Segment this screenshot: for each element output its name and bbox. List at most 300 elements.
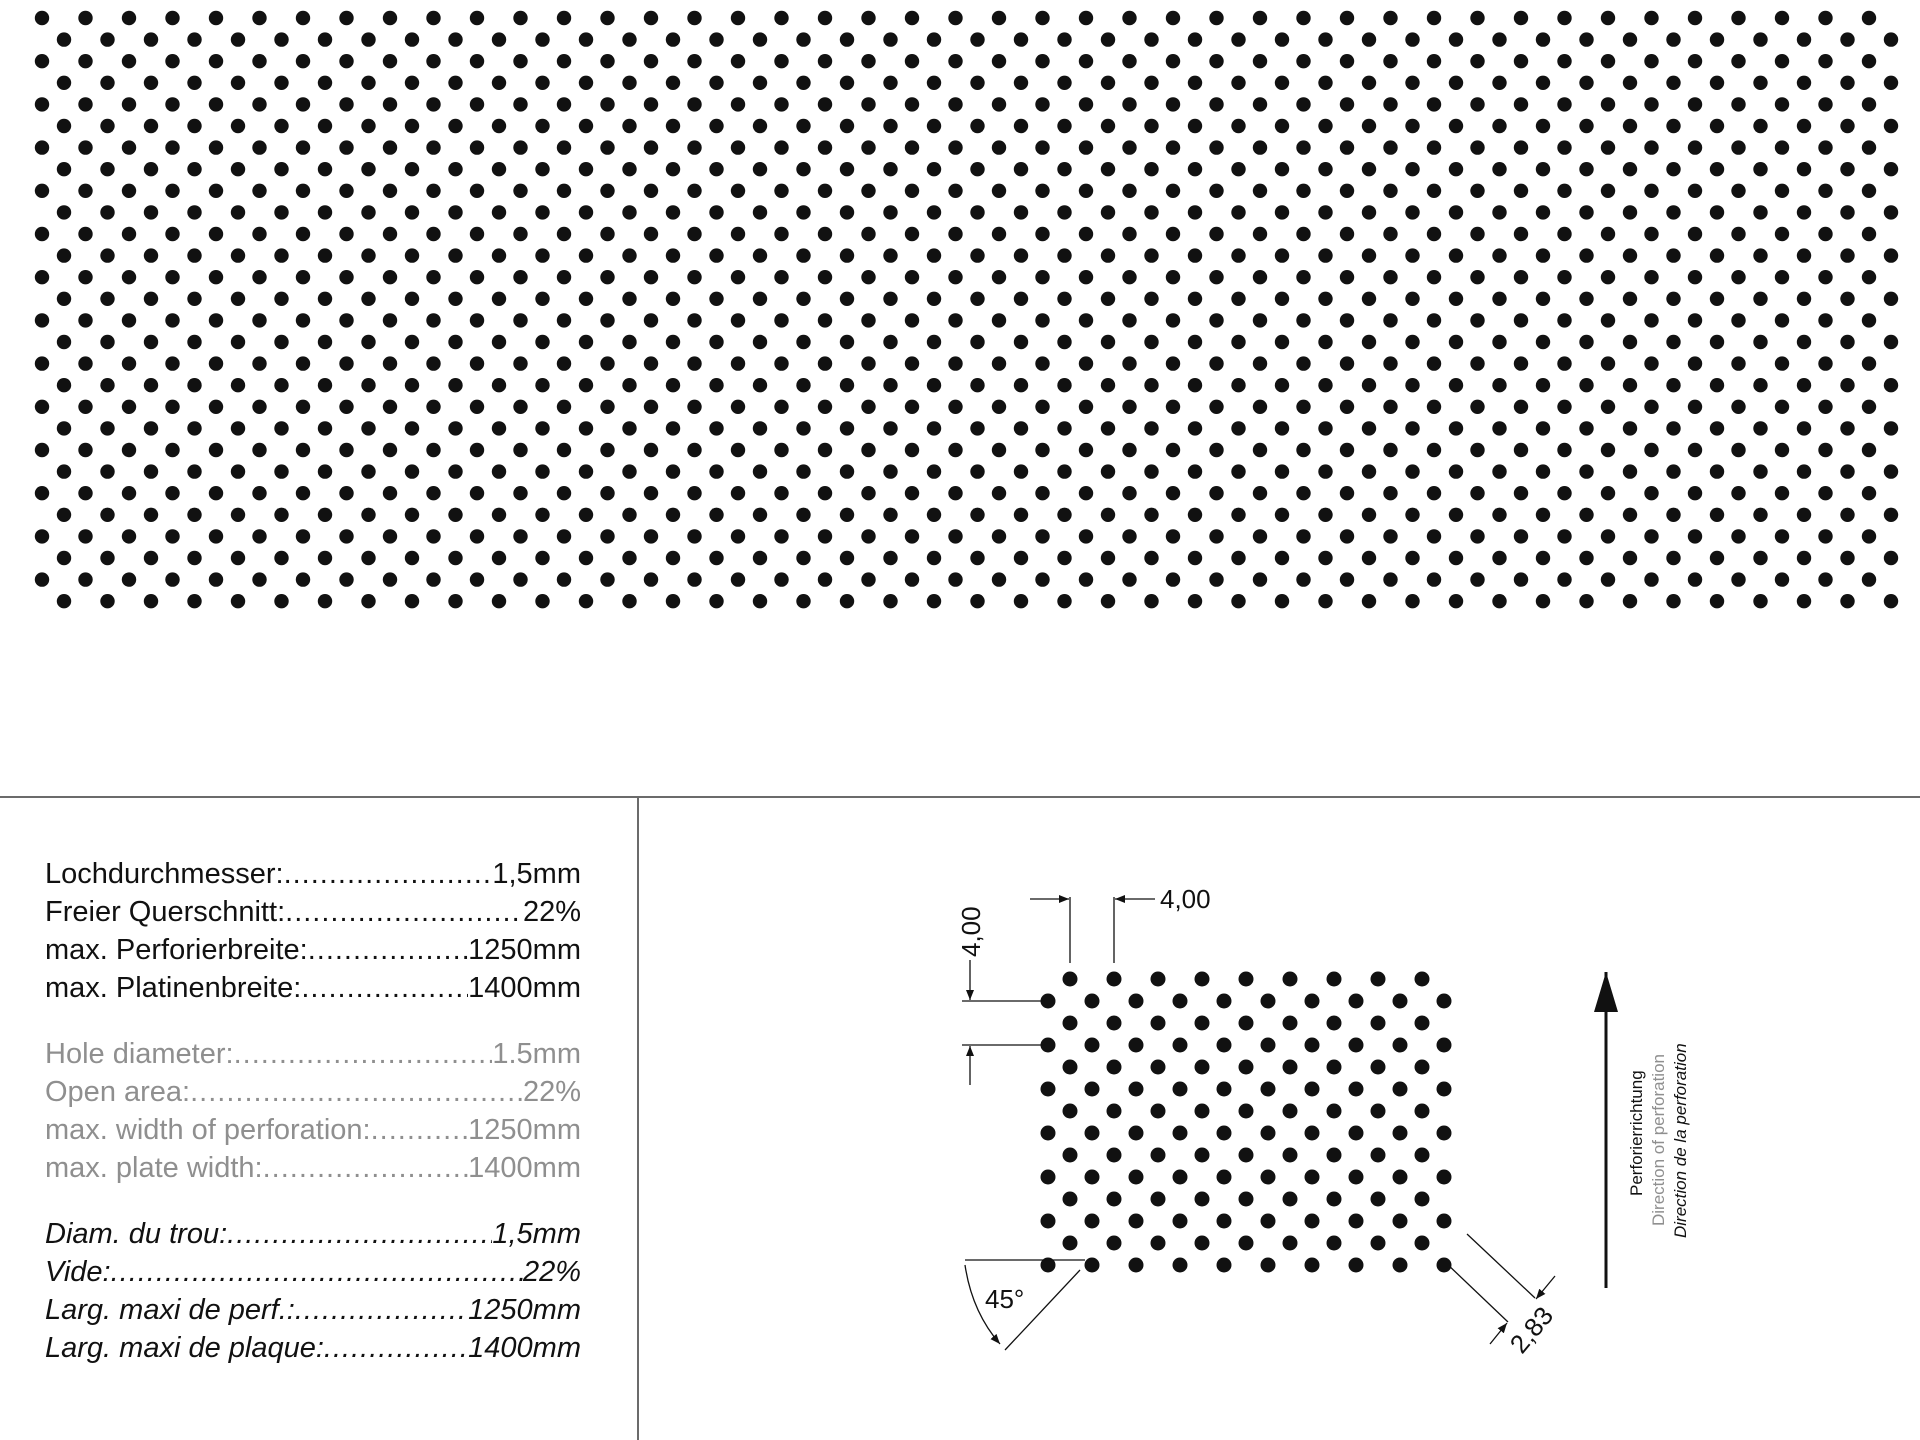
- hole: [1514, 97, 1528, 111]
- hole: [709, 421, 723, 435]
- diagram-hole: [1041, 1082, 1056, 1097]
- hole: [992, 54, 1006, 68]
- hole: [1253, 11, 1267, 25]
- hole: [796, 594, 810, 608]
- hole: [1427, 443, 1441, 457]
- hole: [1014, 421, 1028, 435]
- hole: [1557, 529, 1571, 543]
- hole: [35, 97, 49, 111]
- hole: [1840, 378, 1854, 392]
- diagram-hole: [1063, 1236, 1078, 1251]
- hole: [927, 551, 941, 565]
- hole: [666, 551, 680, 565]
- hole: [1231, 594, 1245, 608]
- hole: [644, 227, 658, 241]
- hole: [709, 292, 723, 306]
- hole: [57, 378, 71, 392]
- hole: [144, 248, 158, 262]
- hole: [1753, 378, 1767, 392]
- hole: [1057, 292, 1071, 306]
- hole: [1340, 140, 1354, 154]
- hole: [1188, 335, 1202, 349]
- diagram-hole: [1085, 994, 1100, 1009]
- hole: [927, 162, 941, 176]
- hole: [1557, 54, 1571, 68]
- hole: [165, 184, 179, 198]
- hole: [252, 97, 266, 111]
- hole: [600, 140, 614, 154]
- hole: [557, 227, 571, 241]
- hole: [905, 443, 919, 457]
- hole: [296, 529, 310, 543]
- hole: [78, 227, 92, 241]
- hole: [513, 443, 527, 457]
- spec-value: 1.5mm: [492, 1038, 581, 1070]
- hole: [1492, 421, 1506, 435]
- hole: [1362, 594, 1376, 608]
- hole: [557, 140, 571, 154]
- hole: [1057, 119, 1071, 133]
- hole: [448, 162, 462, 176]
- hole: [165, 97, 179, 111]
- hole: [1253, 184, 1267, 198]
- diagram-hole: [1327, 1148, 1342, 1163]
- spec-row: [45, 969, 581, 1007]
- hole: [383, 529, 397, 543]
- hole: [1035, 11, 1049, 25]
- hole: [644, 140, 658, 154]
- hole: [1449, 378, 1463, 392]
- hole: [1035, 97, 1049, 111]
- hole: [927, 508, 941, 522]
- diagram-hole: [1393, 1258, 1408, 1273]
- hole: [1884, 205, 1898, 219]
- hole: [1122, 227, 1136, 241]
- hole: [1818, 443, 1832, 457]
- hole: [687, 270, 701, 284]
- hole: [78, 572, 92, 586]
- hole: [1536, 421, 1550, 435]
- hole: [274, 594, 288, 608]
- hole: [165, 313, 179, 327]
- hole: [1057, 32, 1071, 46]
- hole: [318, 464, 332, 478]
- hole: [796, 32, 810, 46]
- diagram-hole: [1283, 1104, 1298, 1119]
- hole: [709, 76, 723, 90]
- hole: [1383, 140, 1397, 154]
- spec-label: max. Perforierbreite:: [45, 934, 308, 966]
- diagram-hole: [1195, 972, 1210, 987]
- hole: [513, 184, 527, 198]
- hole: [1362, 162, 1376, 176]
- hole: [796, 378, 810, 392]
- hole: [731, 97, 745, 111]
- hole: [187, 464, 201, 478]
- hole: [666, 378, 680, 392]
- hole: [905, 54, 919, 68]
- hole: [405, 551, 419, 565]
- hole: [796, 508, 810, 522]
- diagram-hole: [1415, 972, 1430, 987]
- hole: [1188, 162, 1202, 176]
- diagram-hole: [1239, 1236, 1254, 1251]
- hole: [165, 400, 179, 414]
- hole: [252, 184, 266, 198]
- hole: [753, 248, 767, 262]
- diagram-hole: [1195, 1236, 1210, 1251]
- diagram-hole: [1261, 1082, 1276, 1097]
- hole: [1035, 400, 1049, 414]
- hole: [1601, 140, 1615, 154]
- diagram-hole: [1305, 1170, 1320, 1185]
- hole: [1122, 356, 1136, 370]
- diagram-hole: [1107, 1060, 1122, 1075]
- hole: [840, 205, 854, 219]
- hole: [383, 227, 397, 241]
- spec-row: [45, 1149, 581, 1187]
- hole: [1144, 378, 1158, 392]
- hole: [774, 184, 788, 198]
- hole: [644, 54, 658, 68]
- hole: [1427, 529, 1441, 543]
- hole: [448, 119, 462, 133]
- pitch-diagram: [640, 798, 1920, 1440]
- hole: [535, 119, 549, 133]
- hole: [426, 140, 440, 154]
- hole: [492, 335, 506, 349]
- hole: [753, 335, 767, 349]
- hole: [448, 508, 462, 522]
- hole: [1405, 551, 1419, 565]
- hole: [1884, 292, 1898, 306]
- hole: [100, 32, 114, 46]
- hole: [1753, 32, 1767, 46]
- spec-value: 1400mm: [468, 972, 581, 1004]
- hole: [274, 551, 288, 565]
- hole: [426, 184, 440, 198]
- hole: [1362, 32, 1376, 46]
- hole: [666, 76, 680, 90]
- hole: [579, 119, 593, 133]
- hole: [709, 551, 723, 565]
- hole: [1340, 97, 1354, 111]
- hole: [927, 76, 941, 90]
- hole: [187, 76, 201, 90]
- hole: [1383, 356, 1397, 370]
- hole: [1340, 529, 1354, 543]
- hole: [1644, 313, 1658, 327]
- hole: [144, 119, 158, 133]
- diagram-hole: [1393, 1126, 1408, 1141]
- hole: [1253, 356, 1267, 370]
- hole: [1601, 529, 1615, 543]
- hole: [1449, 464, 1463, 478]
- diagram-hole: [1349, 1082, 1364, 1097]
- hole: [753, 551, 767, 565]
- hole: [970, 551, 984, 565]
- hole: [1144, 464, 1158, 478]
- hole: [426, 572, 440, 586]
- diagram-hole: [1063, 1104, 1078, 1119]
- hole: [1449, 205, 1463, 219]
- hole: [1818, 54, 1832, 68]
- hole: [1231, 119, 1245, 133]
- hole: [861, 97, 875, 111]
- hole: [448, 205, 462, 219]
- hole: [209, 486, 223, 500]
- hole: [1318, 508, 1332, 522]
- hole: [470, 572, 484, 586]
- hole: [100, 421, 114, 435]
- hole: [731, 227, 745, 241]
- hole: [1014, 162, 1028, 176]
- hole: [1188, 508, 1202, 522]
- diagram-hole: [1261, 1126, 1276, 1141]
- hole: [1209, 313, 1223, 327]
- hole: [339, 529, 353, 543]
- hole: [448, 32, 462, 46]
- hole: [1144, 421, 1158, 435]
- hole: [861, 11, 875, 25]
- hole: [927, 32, 941, 46]
- hole: [1340, 11, 1354, 25]
- diagram-hole: [1393, 1170, 1408, 1185]
- hole: [818, 140, 832, 154]
- diagram-hole: [1151, 1192, 1166, 1207]
- hole: [144, 464, 158, 478]
- hole: [1797, 119, 1811, 133]
- hole: [361, 76, 375, 90]
- hole: [231, 594, 245, 608]
- hole: [840, 421, 854, 435]
- hole: [948, 54, 962, 68]
- hole: [448, 335, 462, 349]
- diagram-hole: [1195, 1148, 1210, 1163]
- hole: [296, 54, 310, 68]
- hole: [1536, 32, 1550, 46]
- hole: [100, 205, 114, 219]
- hole: [600, 400, 614, 414]
- hole: [1536, 205, 1550, 219]
- hole: [426, 486, 440, 500]
- hole: [1057, 551, 1071, 565]
- hole: [1666, 162, 1680, 176]
- hole: [992, 227, 1006, 241]
- hole: [1014, 594, 1028, 608]
- hole: [209, 572, 223, 586]
- hole: [252, 270, 266, 284]
- hole: [1449, 76, 1463, 90]
- hole: [666, 32, 680, 46]
- spec-row: [45, 1111, 581, 1149]
- hole: [470, 11, 484, 25]
- diagram-hole: [1305, 1214, 1320, 1229]
- diagram-hole: [1151, 1060, 1166, 1075]
- hole: [1253, 227, 1267, 241]
- hole: [753, 378, 767, 392]
- diagram-hole: [1371, 1016, 1386, 1031]
- hole: [1122, 97, 1136, 111]
- hole: [600, 11, 614, 25]
- hole: [1579, 76, 1593, 90]
- hole: [1383, 529, 1397, 543]
- hole: [1818, 529, 1832, 543]
- hole: [774, 486, 788, 500]
- hole: [1623, 32, 1637, 46]
- hole: [405, 162, 419, 176]
- hole: [1818, 486, 1832, 500]
- hole: [78, 270, 92, 284]
- diagram-hole: [1371, 1148, 1386, 1163]
- hole: [1296, 572, 1310, 586]
- hole: [122, 140, 136, 154]
- hole: [1840, 464, 1854, 478]
- hole: [1536, 292, 1550, 306]
- hole: [1688, 11, 1702, 25]
- hole: [1470, 572, 1484, 586]
- hole: [1405, 292, 1419, 306]
- hole: [1405, 508, 1419, 522]
- hole: [948, 400, 962, 414]
- hole: [231, 76, 245, 90]
- hole: [252, 529, 266, 543]
- hole: [1710, 464, 1724, 478]
- hole: [753, 464, 767, 478]
- hole: [35, 443, 49, 457]
- hole: [557, 11, 571, 25]
- hole: [1427, 400, 1441, 414]
- hole: [970, 464, 984, 478]
- hole: [339, 11, 353, 25]
- hole: [818, 313, 832, 327]
- hole: [339, 184, 353, 198]
- hole: [1449, 508, 1463, 522]
- diagram-hole: [1173, 1082, 1188, 1097]
- hole: [666, 119, 680, 133]
- hole: [165, 270, 179, 284]
- hole: [1775, 356, 1789, 370]
- hole: [187, 205, 201, 219]
- diagram-hole: [1129, 1126, 1144, 1141]
- hole: [1014, 292, 1028, 306]
- diagram-hole: [1437, 1082, 1452, 1097]
- hole: [405, 378, 419, 392]
- hole: [339, 227, 353, 241]
- hole: [818, 572, 832, 586]
- spec-label: Larg. maxi de perf.:: [45, 1294, 295, 1326]
- hole: [383, 400, 397, 414]
- hole: [122, 227, 136, 241]
- hole: [753, 292, 767, 306]
- hole: [1144, 292, 1158, 306]
- hole: [1079, 400, 1093, 414]
- hole: [883, 162, 897, 176]
- hole: [1797, 248, 1811, 262]
- hole: [818, 11, 832, 25]
- hole: [1427, 227, 1441, 241]
- hole: [1731, 97, 1745, 111]
- hole: [1840, 205, 1854, 219]
- hole: [209, 400, 223, 414]
- hole: [535, 378, 549, 392]
- hole: [1536, 594, 1550, 608]
- hole: [1362, 508, 1376, 522]
- hole: [513, 11, 527, 25]
- hole: [1514, 270, 1528, 284]
- hole: [144, 594, 158, 608]
- hole: [905, 313, 919, 327]
- hole: [1644, 270, 1658, 284]
- hole: [600, 572, 614, 586]
- hole: [622, 464, 636, 478]
- hole: [1362, 76, 1376, 90]
- hole: [1688, 400, 1702, 414]
- hole: [1449, 292, 1463, 306]
- hole: [557, 54, 571, 68]
- hole: [1666, 421, 1680, 435]
- angle-dimension: [965, 1260, 1085, 1350]
- horizontal-pitch-dimension: [1030, 897, 1155, 963]
- hole: [383, 270, 397, 284]
- hole: [1470, 184, 1484, 198]
- hole: [513, 313, 527, 327]
- hole: [1884, 594, 1898, 608]
- hole: [1536, 508, 1550, 522]
- diagram-hole: [1217, 1258, 1232, 1273]
- hole: [948, 486, 962, 500]
- diagram-hole: [1063, 1060, 1078, 1075]
- hole: [600, 184, 614, 198]
- hole: [1731, 443, 1745, 457]
- hole: [1579, 32, 1593, 46]
- hole: [883, 421, 897, 435]
- hole: [1601, 486, 1615, 500]
- hole: [1101, 205, 1115, 219]
- hole: [187, 248, 201, 262]
- hole: [557, 443, 571, 457]
- hole: [1884, 464, 1898, 478]
- hole: [1884, 335, 1898, 349]
- hole: [731, 11, 745, 25]
- hole: [535, 551, 549, 565]
- hole: [1014, 32, 1028, 46]
- hole: [1275, 508, 1289, 522]
- hole: [948, 227, 962, 241]
- hole: [1579, 594, 1593, 608]
- direction-label-de: Perforierrichtung: [1627, 1070, 1646, 1196]
- hole: [100, 248, 114, 262]
- hole: [448, 248, 462, 262]
- hole: [209, 140, 223, 154]
- hole: [209, 54, 223, 68]
- hole: [1884, 378, 1898, 392]
- hole: [274, 162, 288, 176]
- hole: [948, 313, 962, 327]
- hole: [927, 119, 941, 133]
- hole: [753, 508, 767, 522]
- hole: [1623, 421, 1637, 435]
- hole: [666, 508, 680, 522]
- hole: [557, 529, 571, 543]
- hole: [383, 184, 397, 198]
- hole: [339, 54, 353, 68]
- hole: [513, 529, 527, 543]
- hole: [818, 400, 832, 414]
- hole: [1688, 313, 1702, 327]
- diagram-hole: [1217, 1038, 1232, 1053]
- hole: [840, 292, 854, 306]
